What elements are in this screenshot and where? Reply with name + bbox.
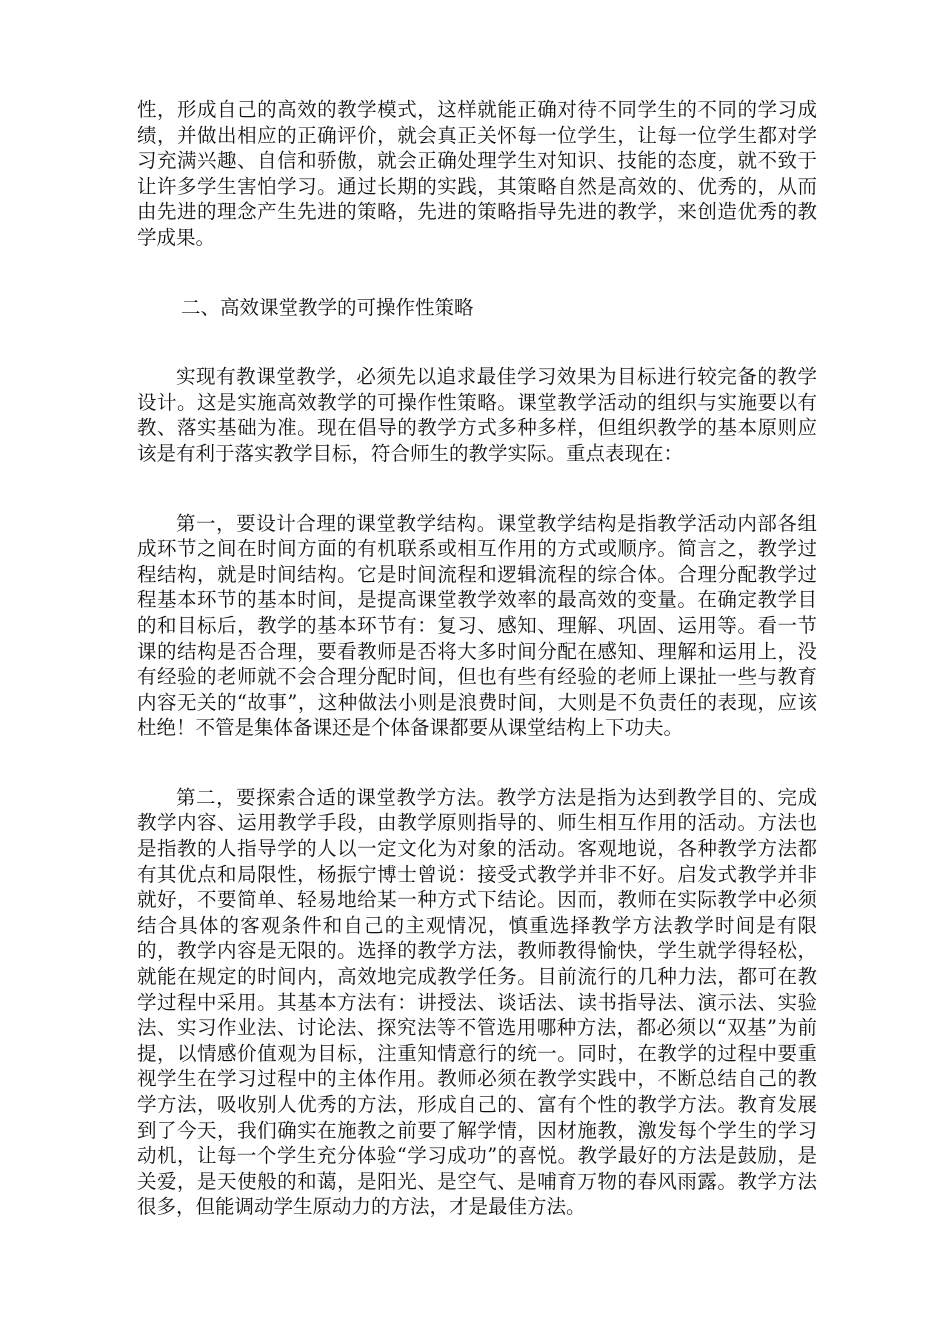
document-page — [137, 97, 817, 1220]
paragraph-continuation: 性，形成自己的高效的教学模式，这样就能正确对待不同学生的不同的学习成绩，并做出相应的正确评价，就会真正关怀每一位学生，让每一位学生都对学习充满兴趣、自信和骄傲，就会正确处理学生对知识、技能的态度，就不致于让许多学生害怕学习。通过长期的实践，其策略自然是高效的、优秀的，从而由先进的理念产生先进的策略，先进的策略指导先进的教学，来创造优秀的教学成果。 — [137, 98, 817, 249]
paragraph-intro: 实现有教课堂教学，必须先以追求最佳学习效果为目标进行较完备的教学设计。这是实施高效教学的可操作性策略。课堂教学活动的组织与实施要以有教、落实基础为准。现在倡导的教学方式多种多样，但组织教学的基本原则应该是有利于落实教学目标，符合师生的教学实际。重点表现在： — [137, 365, 817, 465]
paragraph-first-point: 第一，要设计合理的课堂教学结构。课堂教学结构是指教学活动内部各组成环节之间在时间方面的有机联系或相互作用的方式或顺序。简言之，教学过程结构，就是时间结构。它是时间流程和逻辑流程的综合体。合理分配教学过程基本环节的基本时间，是提高课堂教学效率的最高效的变量。在确定教学目的和目标后，教学的基本环节有：复习、感知、理解、巩固、运用等。看一节课的结构是否合理，要看教师是否将大多时间分配在感知、理解和运用上，没有经验的老师就不会合理分配时间，但也有些有经验的老师上课扯一些与教育内容无关的“故事”，这种做法小则是浪费时间，大则是不负责任的表现，应该杜绝！不管是集体备课还是个体备课都要从课堂结构上下功夫。 — [137, 511, 817, 740]
paragraph-second-point: 第二，要探索合适的课堂教学方法。教学方法是指为达到教学目的、完成教学内容、运用教学手段，由教学原则指导的、师生相互作用的活动。方法也是指教的人指导学的人以一定文化为对象的活动。客观地说，各种教学方法都有其优点和局限性，杨振宁博士曾说：接受式教学并非不好。启发式教学并非就好，不要简单、轻易地给某一种方式下结论。因而，教师在实际教学中必须结合具体的客观条件和自己的主观情况，慎重选择教学方法教学时间是有限的，教学内容是无限的。选择的教学方法，教师教得愉快，学生就学得轻松，就能在规定的时间内，高效地完成教学任务。目前流行的几种力法，都可在教学过程中采用。其基本方法有：讲授法、谈话法、读书指导法、演示法、实验法、实习作业法、讨论法、探究法等不管选用哪种方法，都必须以“双基”为前提，以情感价值观为目标，注重知情意行的统一。同时，在教学的过程中要重视学生在学习过程中的主体作用。教师必须在教学实践中，不断总结自己的教学方法，吸收别人优秀的方法，形成自己的、富有个性的教学方法。教育发展到了今天，我们确实在施教之前要了解学情，因材施教，激发每个学生的学习动机，让每一个学生充分体验“学习成功”的喜悦。教学最好的方法是鼓励，是关爱，是天使般的和蔼，是阳光、是空气、是哺育万物的春风雨露。教学方法很多，但能调动学生原动力的方法，才是最佳方法。 — [137, 785, 817, 1219]
section-heading: 二、高效课堂教学的可操作性策略 — [181, 295, 474, 319]
